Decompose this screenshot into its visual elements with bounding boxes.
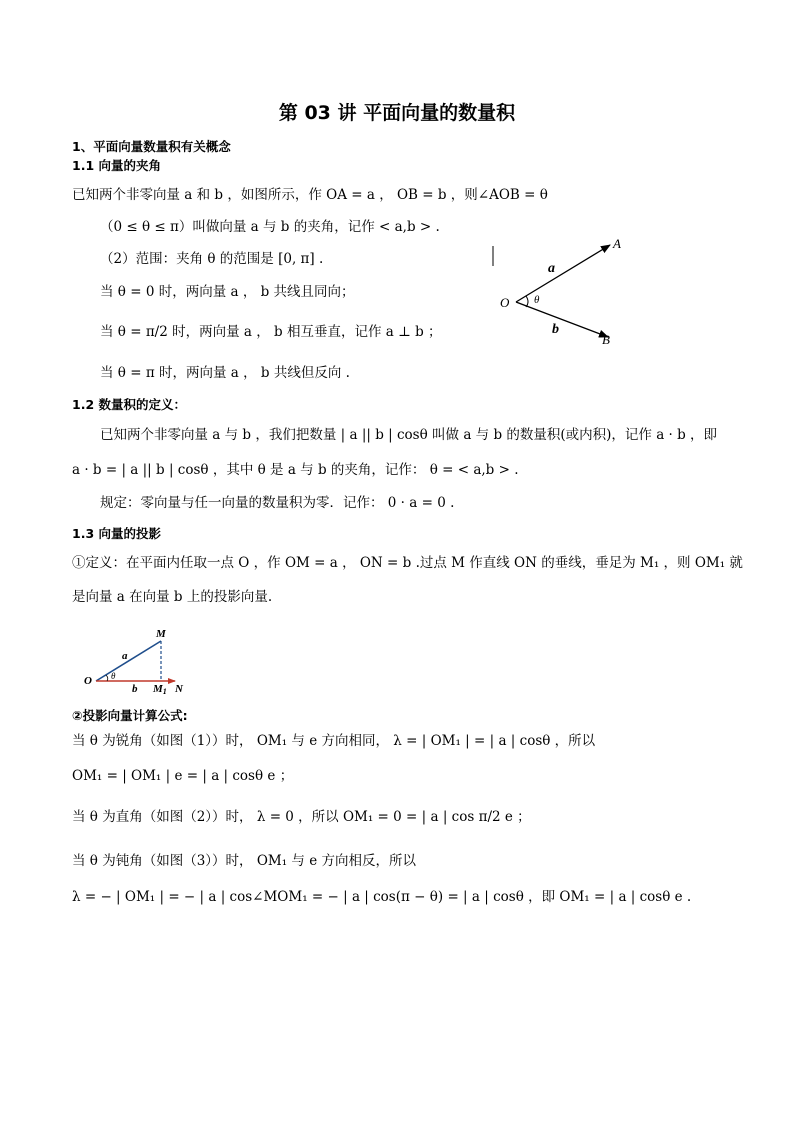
- label-A: A: [613, 236, 621, 251]
- paragraph-line: 当 θ 为钝角（如图（3））时， OM₁ 与 e 方向相反，所以: [72, 853, 417, 869]
- label-M: M: [156, 628, 166, 640]
- label-a: a: [548, 261, 555, 276]
- paragraph-line: ②投影向量计算公式:: [72, 708, 188, 723]
- page-title: 第 03 讲 平面向量的数量积: [278, 102, 516, 124]
- label-O: O: [84, 675, 92, 687]
- label-M1: M1: [153, 683, 167, 696]
- section-heading-1: 1、平面向量数量积有关概念: [72, 139, 231, 154]
- paragraph-line: OM₁ = | OM₁ | e = | a | cosθ e ；: [72, 768, 294, 784]
- paragraph-line: 当 θ = π/2 时，两向量 a ， b 相互垂直，记作 a ⊥ b ；: [100, 324, 442, 340]
- subsection-heading-1-3: 1.3 向量的投影: [72, 526, 161, 541]
- subsection-heading-1-2: 1.2 数量积的定义：: [72, 397, 186, 412]
- vector-OM-line: [96, 641, 161, 681]
- paragraph-line: λ = − | OM₁ | = − | a | cos∠MOM₁ = − | a | cos(π − θ) = | a | cosθ ，即 OM₁ = | a | cosθ e .: [72, 889, 692, 905]
- label-theta: θ: [534, 294, 540, 306]
- paragraph-line: （0 ≤ θ ≤ π）叫做向量 a 与 b 的夹角，记作 < a,b > .: [100, 219, 440, 235]
- paragraph-line: 已知两个非零向量 a 和 b ，如图所示，作 OA = a ， OB = b ，则∠AOB = θ: [72, 187, 548, 203]
- label-O: O: [500, 295, 510, 310]
- paragraph-line: 已知两个非零向量 a 与 b ，我们把数量 | a || b | cosθ 叫做 a 与 b 的数量积(或内积)，记作 a · b ，即: [100, 427, 718, 443]
- paragraph-line: a · b = | a || b | cosθ ，其中 θ 是 a 与 b 的夹角，记作： θ = < a,b > .: [72, 462, 519, 478]
- subsection-heading-1-1: 1.1 向量的夹角: [72, 158, 161, 173]
- label-N: N: [175, 683, 183, 695]
- label-a: a: [122, 650, 128, 662]
- label-b: b: [552, 322, 559, 337]
- label-b: b: [132, 683, 138, 695]
- paragraph-line: 当 θ = 0 时，两向量 a ， b 共线且同向；: [100, 284, 355, 300]
- paragraph-line: 当 θ 为锐角（如图（1））时， OM₁ 与 e 方向相同， λ = | OM₁ | = | a | cosθ ，所以: [72, 733, 596, 749]
- paragraph-line: （2）范围：夹角 θ 的范围是 [0, π] .: [100, 251, 324, 267]
- vector-b-line: [516, 302, 608, 337]
- vector-a-line: [516, 245, 610, 302]
- angle-figure: [488, 232, 638, 350]
- paragraph-line: 当 θ 为直角（如图（2））时， λ = 0 ，所以 OM₁ = 0 = | a | cos π/2 e ；: [72, 809, 531, 825]
- label-B: B: [602, 332, 610, 347]
- label-theta: θ: [111, 671, 116, 681]
- projection-figure: [80, 624, 200, 700]
- paragraph-line: 规定：零向量与任一向量的数量积为零．记作： 0 · a = 0 .: [100, 495, 455, 511]
- paragraph-line: 是向量 a 在向量 b 上的投影向量.: [72, 589, 273, 605]
- paragraph-line: ①定义：在平面内任取一点 O ，作 OM = a ， ON = b .过点 M 作直线 ON 的垂线，垂足为 M₁ ，则 OM₁ 就: [72, 555, 743, 571]
- paragraph-line: 当 θ = π 时，两向量 a ， b 共线但反向 .: [100, 365, 350, 381]
